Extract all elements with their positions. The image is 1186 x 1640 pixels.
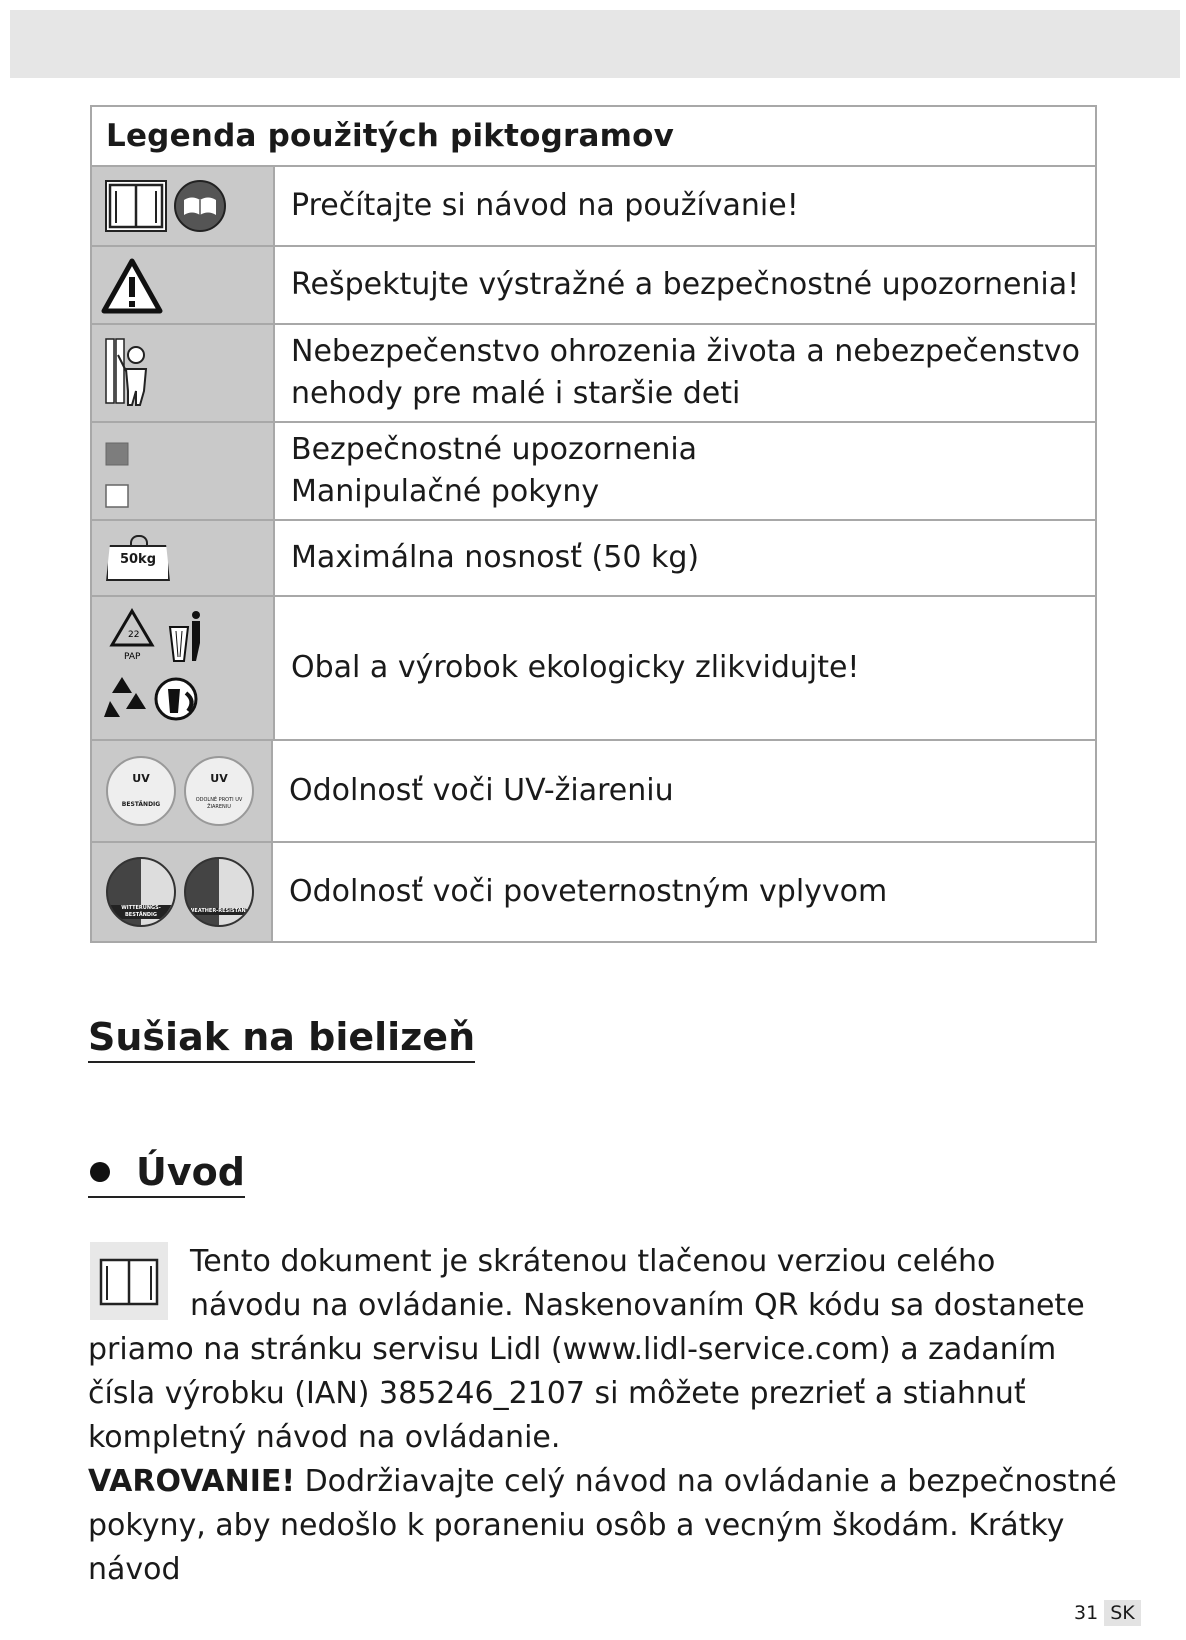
legend-row [92,843,1095,941]
legend-row [92,247,1095,325]
recycle-material: PAP [124,652,141,662]
weather-resistant-badge [184,857,254,927]
page-language: SK [1104,1600,1141,1626]
page-number [1074,1602,1141,1624]
weight-label: 50kg [119,552,157,567]
legend-text: nehody pre malé i staršie deti [291,376,741,411]
uv-label: UV [210,772,228,785]
warning-paragraph [88,1460,1118,1592]
weather-resistant-badge [106,857,176,927]
recycling-icon [92,597,273,739]
child-danger-icon [92,325,273,421]
uv-label: UV [132,772,150,785]
legend-text: Maximálna nosnosť (50 kg) [291,540,700,575]
header-band [10,10,1180,78]
legend-text: Odolnosť voči UV-žiareniu [289,773,674,808]
section-title: Sušiak na bielizeň [88,1015,475,1063]
legend-row [92,325,1095,423]
legend-text: Rešpektujte výstražné a bezpečnostné upozornenia! [291,267,1080,302]
uv-caption: BESTÄNDIG [121,801,161,808]
warning-label: VAROVANIE! [88,1464,296,1499]
legend-row [92,167,1095,247]
legend-row [92,521,1095,597]
page-number-value: 31 [1074,1602,1099,1624]
weather-caption: WITTERUNGS-BESTÄNDIG [108,905,174,919]
pictogram-legend-table [90,105,1097,943]
intro-paragraph [88,1240,1108,1460]
legend-text: Bezpečnostné upozornenia [291,432,698,467]
uv-resistant-badge [106,756,176,826]
read-manual-icon [90,1242,168,1320]
warning-triangle-icon [92,247,273,323]
recycle-code: 22 [128,630,140,640]
legend-row [92,741,1095,843]
intro-text: Tento dokument je skrátenou tlačenou verziou celého návodu na ovládanie. Naskenovaním QR kódu sa dostanete priamo na stránku servisu Lidl (www.lidl-service.com) a zadaním čísla výrobku (IAN) 385246_2107 si môžete prezrieť a stiahnuť kompletný návod na ovládanie. [88,1244,1085,1455]
legend-text: Odolnosť voči poveternostným vplyvom [289,874,888,909]
uv-caption: ODOLNÉ PROTI UV ŽIARENIU [195,797,243,810]
safety-square-icon [92,423,273,519]
legend-row [92,423,1095,521]
read-manual-icon [92,167,273,245]
legend-text: Obal a výrobok ekologicky zlikvidujte! [291,650,860,685]
subsection-title [88,1150,245,1198]
legend-text: Manipulačné pokyny [291,474,600,509]
subsection-title-text: Úvod [136,1150,245,1194]
warning-text: Dodržiavajte celý návod na ovládanie a bezpečnostné pokyny, aby nedošlo k poraneniu osôb a vecným škodám. Krátky návod [88,1464,1117,1587]
bullet-icon [90,1162,110,1182]
legend-row [92,597,1095,741]
weather-caption: WEATHER-RESISTANT [186,908,252,915]
legend-text: Nebezpečenstvo ohrozenia života a nebezpečenstvo [291,334,1080,369]
legend-text: Prečítajte si návod na používanie! [291,188,799,223]
legend-title: Legenda použitých piktogramov [92,107,1095,167]
uv-resistant-badge [184,756,254,826]
weight-icon [106,535,170,581]
